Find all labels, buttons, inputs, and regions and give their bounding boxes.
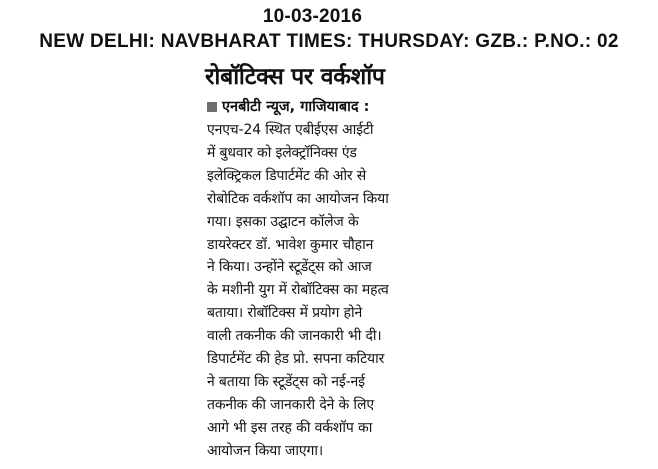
article-body-line: बताया। रोबॉटिक्स में प्रयोग होने bbox=[207, 305, 363, 322]
square-bullet-icon bbox=[207, 102, 217, 112]
article-body-line: तकनीक की जानकारी देने के लिए bbox=[207, 396, 374, 413]
article-body-line: एनएच-24 स्थित एबीईएस आईटी bbox=[207, 122, 374, 138]
article-body-line: आगे भी इस तरह की वर्कशॉप का bbox=[207, 419, 373, 436]
article-body-line: गया। इसका उद्घाटन कॉलेज के bbox=[207, 213, 359, 230]
article-byline: एनबीटी न्यूज, गाजियाबाद : bbox=[222, 99, 370, 115]
article-body-line: ने किया। उन्होंने स्टूडेंट्स को आज bbox=[207, 259, 372, 276]
article-body-line: डिपार्टमेंट की हेड प्रो. सपना कटियार bbox=[207, 351, 385, 368]
publication-date: 10-03-2016 bbox=[262, 6, 363, 27]
article-body-line: डायरेक्टर डॉ. भावेश कुमार चौहान bbox=[207, 236, 374, 253]
article-body-line: के मशीनी युग में रोबॉटिक्स का महत्व bbox=[207, 282, 389, 299]
publication-source-line: NEW DELHI: NAVBHARAT TIMES: THURSDAY: GZB.: P.NO.: 02 bbox=[39, 31, 619, 52]
article-body-line: आयोजन किया जाएगा। bbox=[207, 442, 324, 459]
article-body bbox=[207, 119, 395, 463]
article-body-line: रोबोटिक वर्कशॉप का आयोजन किया bbox=[207, 190, 389, 207]
byline-row bbox=[207, 96, 395, 118]
article-body-line: ने बताया कि स्टूडेंट्स को नई-नई bbox=[207, 373, 365, 390]
article-body-line: वाली तकनीक की जानकारी भी दी। bbox=[207, 328, 382, 345]
article-headline: रोबॉटिक्स पर वर्कशॉप bbox=[205, 64, 385, 90]
news-clipping bbox=[205, 62, 395, 463]
article-body-line: इलेक्ट्रिकल डिपार्टमेंट की ओर से bbox=[207, 167, 367, 184]
article-body-line: में बुधवार को इलेक्ट्रॉनिक्स एंड bbox=[207, 144, 357, 161]
